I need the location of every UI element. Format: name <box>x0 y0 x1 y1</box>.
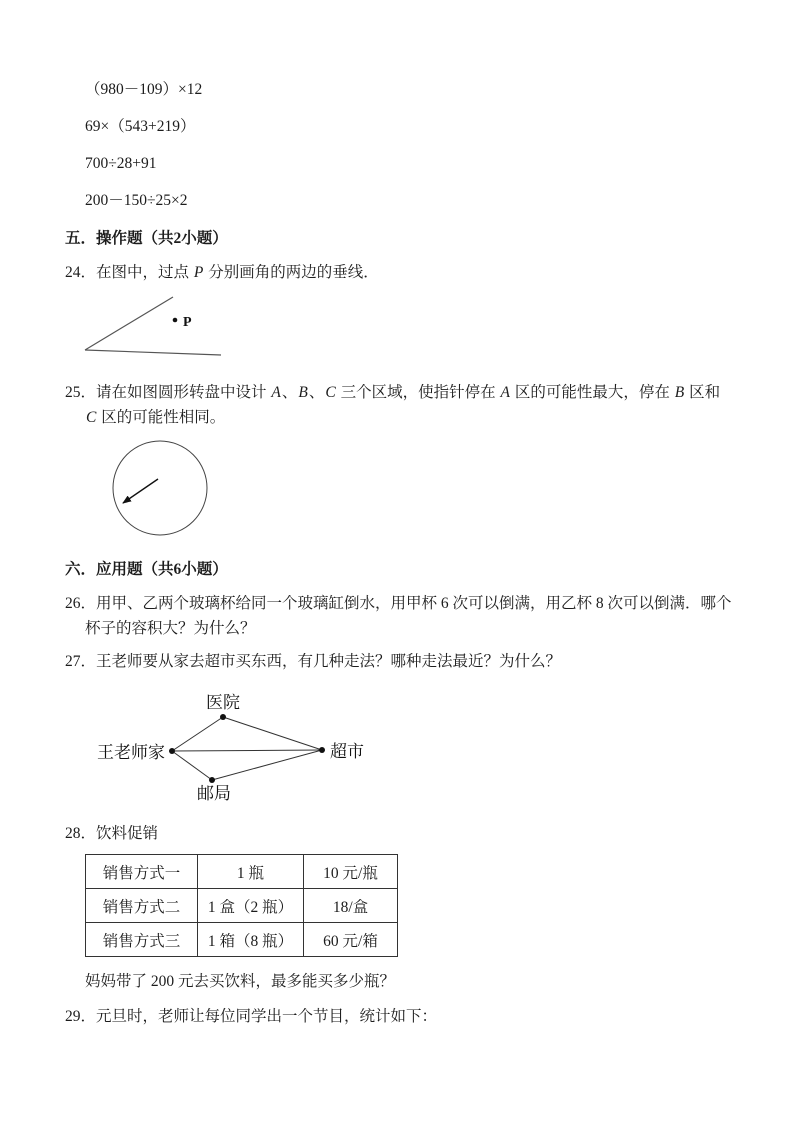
question-25-text: 请在如图圆形转盘中设计 <box>96 384 271 401</box>
spinner-figure <box>110 438 735 543</box>
question-28-note: 妈妈带了 200 元去买饮料，最多能买多少瓶？ <box>85 973 396 990</box>
spinner-figure-svg <box>110 438 210 538</box>
angle-slanted-ray <box>85 297 173 350</box>
question-29-text: 元旦时，老师让每位同学出一个节目，统计如下： <box>96 1008 438 1025</box>
question-24-text: 在图中，过点 <box>96 264 193 281</box>
region-a-letter: A <box>500 384 510 401</box>
hospital-dot <box>220 714 226 720</box>
question-26 <box>65 591 735 641</box>
question-29 <box>65 1004 735 1029</box>
post-office-dot <box>209 777 215 783</box>
question-24-text-cont: 分别画角的两边的垂线． <box>204 264 379 281</box>
table-cell: 1 箱（8 瓶） <box>198 923 304 957</box>
question-28-title: 饮料促销 <box>96 825 159 842</box>
section-heading-applications: 六．应用题（共6小题） <box>65 561 228 578</box>
table-cell: 18/盒 <box>304 889 398 923</box>
point-p-label: P <box>183 315 192 330</box>
question-29-number: 29． <box>65 1008 97 1025</box>
question-24 <box>65 260 735 285</box>
question-25 <box>65 380 735 430</box>
question-26-number: 26． <box>65 595 97 612</box>
question-27 <box>65 649 735 674</box>
arithmetic-expression-3: 700÷28+91 <box>85 155 157 172</box>
region-b-letter: B <box>298 384 308 401</box>
route-home-post <box>172 751 212 780</box>
route-home-hospital <box>172 717 223 751</box>
route-post-market <box>212 750 322 780</box>
region-a-letter: A <box>271 384 281 401</box>
question-28-number: 28． <box>65 825 97 842</box>
question-26-text: 用甲、乙两个玻璃杯给同一个玻璃缸倒水，用甲杯 6 次可以倒满，用乙杯 8 次可以倒满．哪个杯子的容积大？为什么？ <box>85 595 732 637</box>
home-label: 王老师家 <box>97 743 165 762</box>
table-row-3 <box>86 923 398 957</box>
table-row-1 <box>86 855 398 889</box>
table-cell: 1 瓶 <box>198 855 304 889</box>
question-25-text: 区和 <box>685 384 721 401</box>
region-b-letter: B <box>674 384 685 401</box>
question-25-number: 25． <box>65 384 97 401</box>
question-25-text: 三个区域，使指针停在 <box>336 384 500 401</box>
table-row-2 <box>86 889 398 923</box>
route-map-svg <box>95 682 395 804</box>
question-25-text: 区的可能性相同。 <box>97 409 226 426</box>
route-hospital-market <box>223 717 322 750</box>
point-p-letter: P <box>193 264 204 281</box>
question-24-number: 24． <box>65 264 97 281</box>
route-home-market <box>172 750 322 751</box>
spinner-circle <box>113 441 207 535</box>
hospital-label: 医院 <box>206 693 240 712</box>
route-map-figure <box>95 682 735 809</box>
table-cell: 10 元/瓶 <box>304 855 398 889</box>
question-27-number: 27． <box>65 653 97 670</box>
market-dot <box>319 747 325 753</box>
point-p-dot <box>173 318 178 323</box>
question-27-text: 王老师要从家去超市买东西，有几种走法？哪种走法最近？为什么？ <box>96 653 562 670</box>
arithmetic-expression-2: 69×（543+219） <box>85 118 196 135</box>
market-label: 超市 <box>330 742 364 761</box>
question-28 <box>65 821 735 846</box>
table-cell: 销售方式二 <box>86 889 198 923</box>
table-cell: 销售方式一 <box>86 855 198 889</box>
table-cell: 60 元/箱 <box>304 923 398 957</box>
separator: 、 <box>281 384 298 401</box>
spinner-pointer-arrow <box>123 479 158 503</box>
arithmetic-expression-1: （980－109）×12 <box>85 81 203 98</box>
section-heading-operations: 五．操作题（共2小题） <box>65 230 228 247</box>
angle-horizontal-ray <box>85 350 221 355</box>
promo-table <box>85 854 398 957</box>
table-cell: 销售方式三 <box>86 923 198 957</box>
angle-figure-svg <box>83 293 233 365</box>
post-office-label: 邮局 <box>197 784 231 803</box>
table-cell: 1 盒（2 瓶） <box>198 889 304 923</box>
arithmetic-expression-4: 200－150÷25×2 <box>85 192 188 209</box>
separator: 、 <box>308 384 325 401</box>
home-dot <box>169 748 175 754</box>
region-c-letter: C <box>325 384 336 401</box>
region-c-letter: C <box>86 409 97 426</box>
question-25-text: 区的可能性最大，停在 <box>510 384 674 401</box>
angle-figure <box>83 293 735 370</box>
